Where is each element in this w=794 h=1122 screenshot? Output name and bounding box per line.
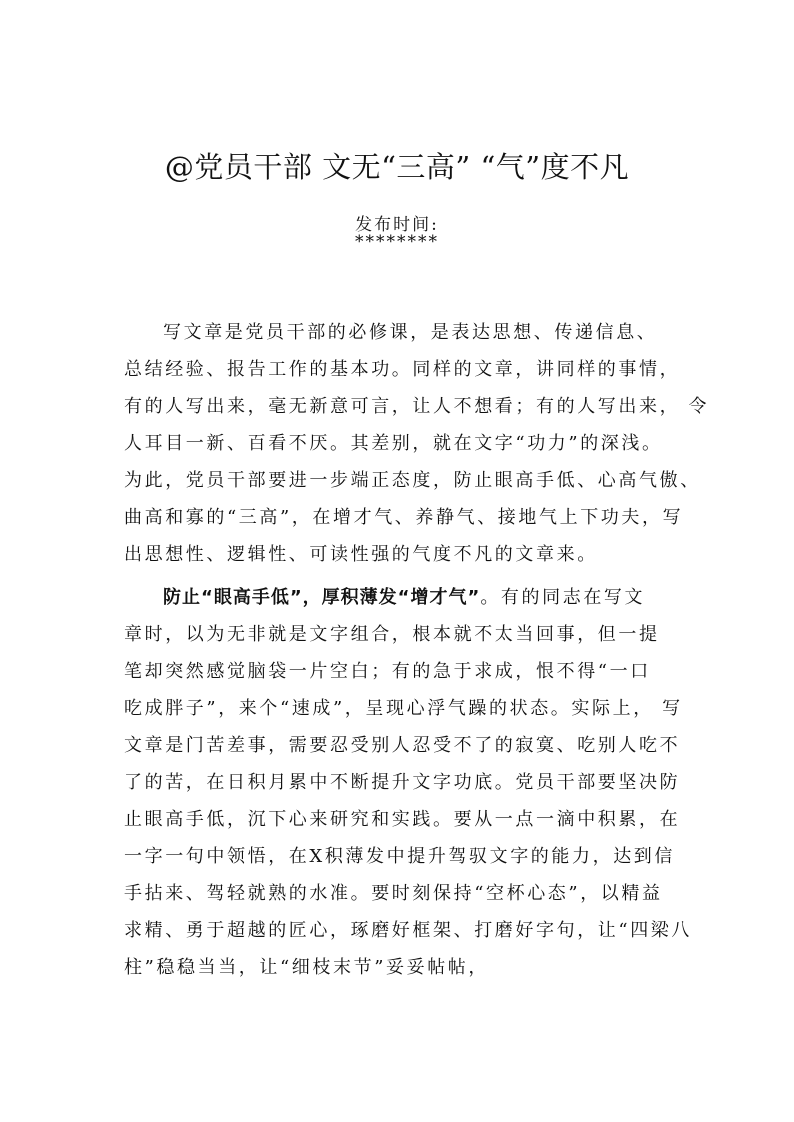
paragraph-line: 了的苦，在日积月累中不断提升文字功底。党员干部要坚决防 <box>124 772 681 793</box>
paragraph-line: 吃成胖子”，来个“速成”，呈现心浮气躁的状态。实际上， 写 <box>124 698 683 719</box>
paragraph-line: 曲高和寡的“三高”，在增才气、养静气、接地气上下功夫，写 <box>124 507 684 528</box>
paragraph-line: 为此，党员干部要进一步端正态度，防止眼高手低、心高气傲、 <box>124 470 701 491</box>
paragraph-line: 文章是门苦差事，需要忍受别人忍受不了的寂寞、吃别人吃不 <box>124 735 681 756</box>
paragraph-line: 写文章是党员干部的必修课，是表达思想、传递信息、 <box>163 322 658 343</box>
paragraph-line: 止眼高手低，沉下心来研究和实践。要从一点一滴中积累，在 <box>124 809 681 830</box>
paragraph-line: 求精、勇于超越的匠心，琢磨好框架、打磨好字句，让“四梁八 <box>124 920 692 941</box>
publish-time-label: 发布时间: <box>355 215 439 235</box>
paragraph-line: 人耳目一新、百看不厌。其差别，就在文字“功力”的深浅。 <box>124 433 663 454</box>
page-title: @党员干部 文无“三高” “气”度不凡 <box>164 150 630 184</box>
paragraph-line-rest: 。有的同志在写文 <box>480 587 646 608</box>
paragraph-line: 出思想性、逻辑性、可读性强的气度不凡的文章来。 <box>124 544 598 565</box>
paragraph-line: 有的人写出来，毫无新意可言，让人不想看；有的人写出来， 令 <box>124 396 710 417</box>
paragraph-line: 手拈来、驾轻就熟的水准。要时刻保持“空杯心态”，以精益 <box>124 883 663 904</box>
paragraph-line: 柱”稳稳当当，让“细枝末节”妥妥帖帖， <box>124 957 490 978</box>
section-heading: 防止“眼高手低”，厚积薄发“增才气” <box>163 587 481 608</box>
publish-time-value: ******** <box>355 232 439 252</box>
paragraph-line: 章时，以为无非就是文字组合，根本就不太当回事，但一提 <box>124 624 660 645</box>
paragraph-line: 总结经验、报告工作的基本功。同样的文章，讲同样的事情， <box>124 359 681 380</box>
paragraph-line: 一字一句中领悟，在X积薄发中提升驾驭文字的能力，达到信 <box>124 846 676 867</box>
paragraph-line: 笔却突然感觉脑袋一片空白；有的急于求成，恨不得“一口 <box>124 661 651 682</box>
paragraph-first-line <box>163 583 645 609</box>
